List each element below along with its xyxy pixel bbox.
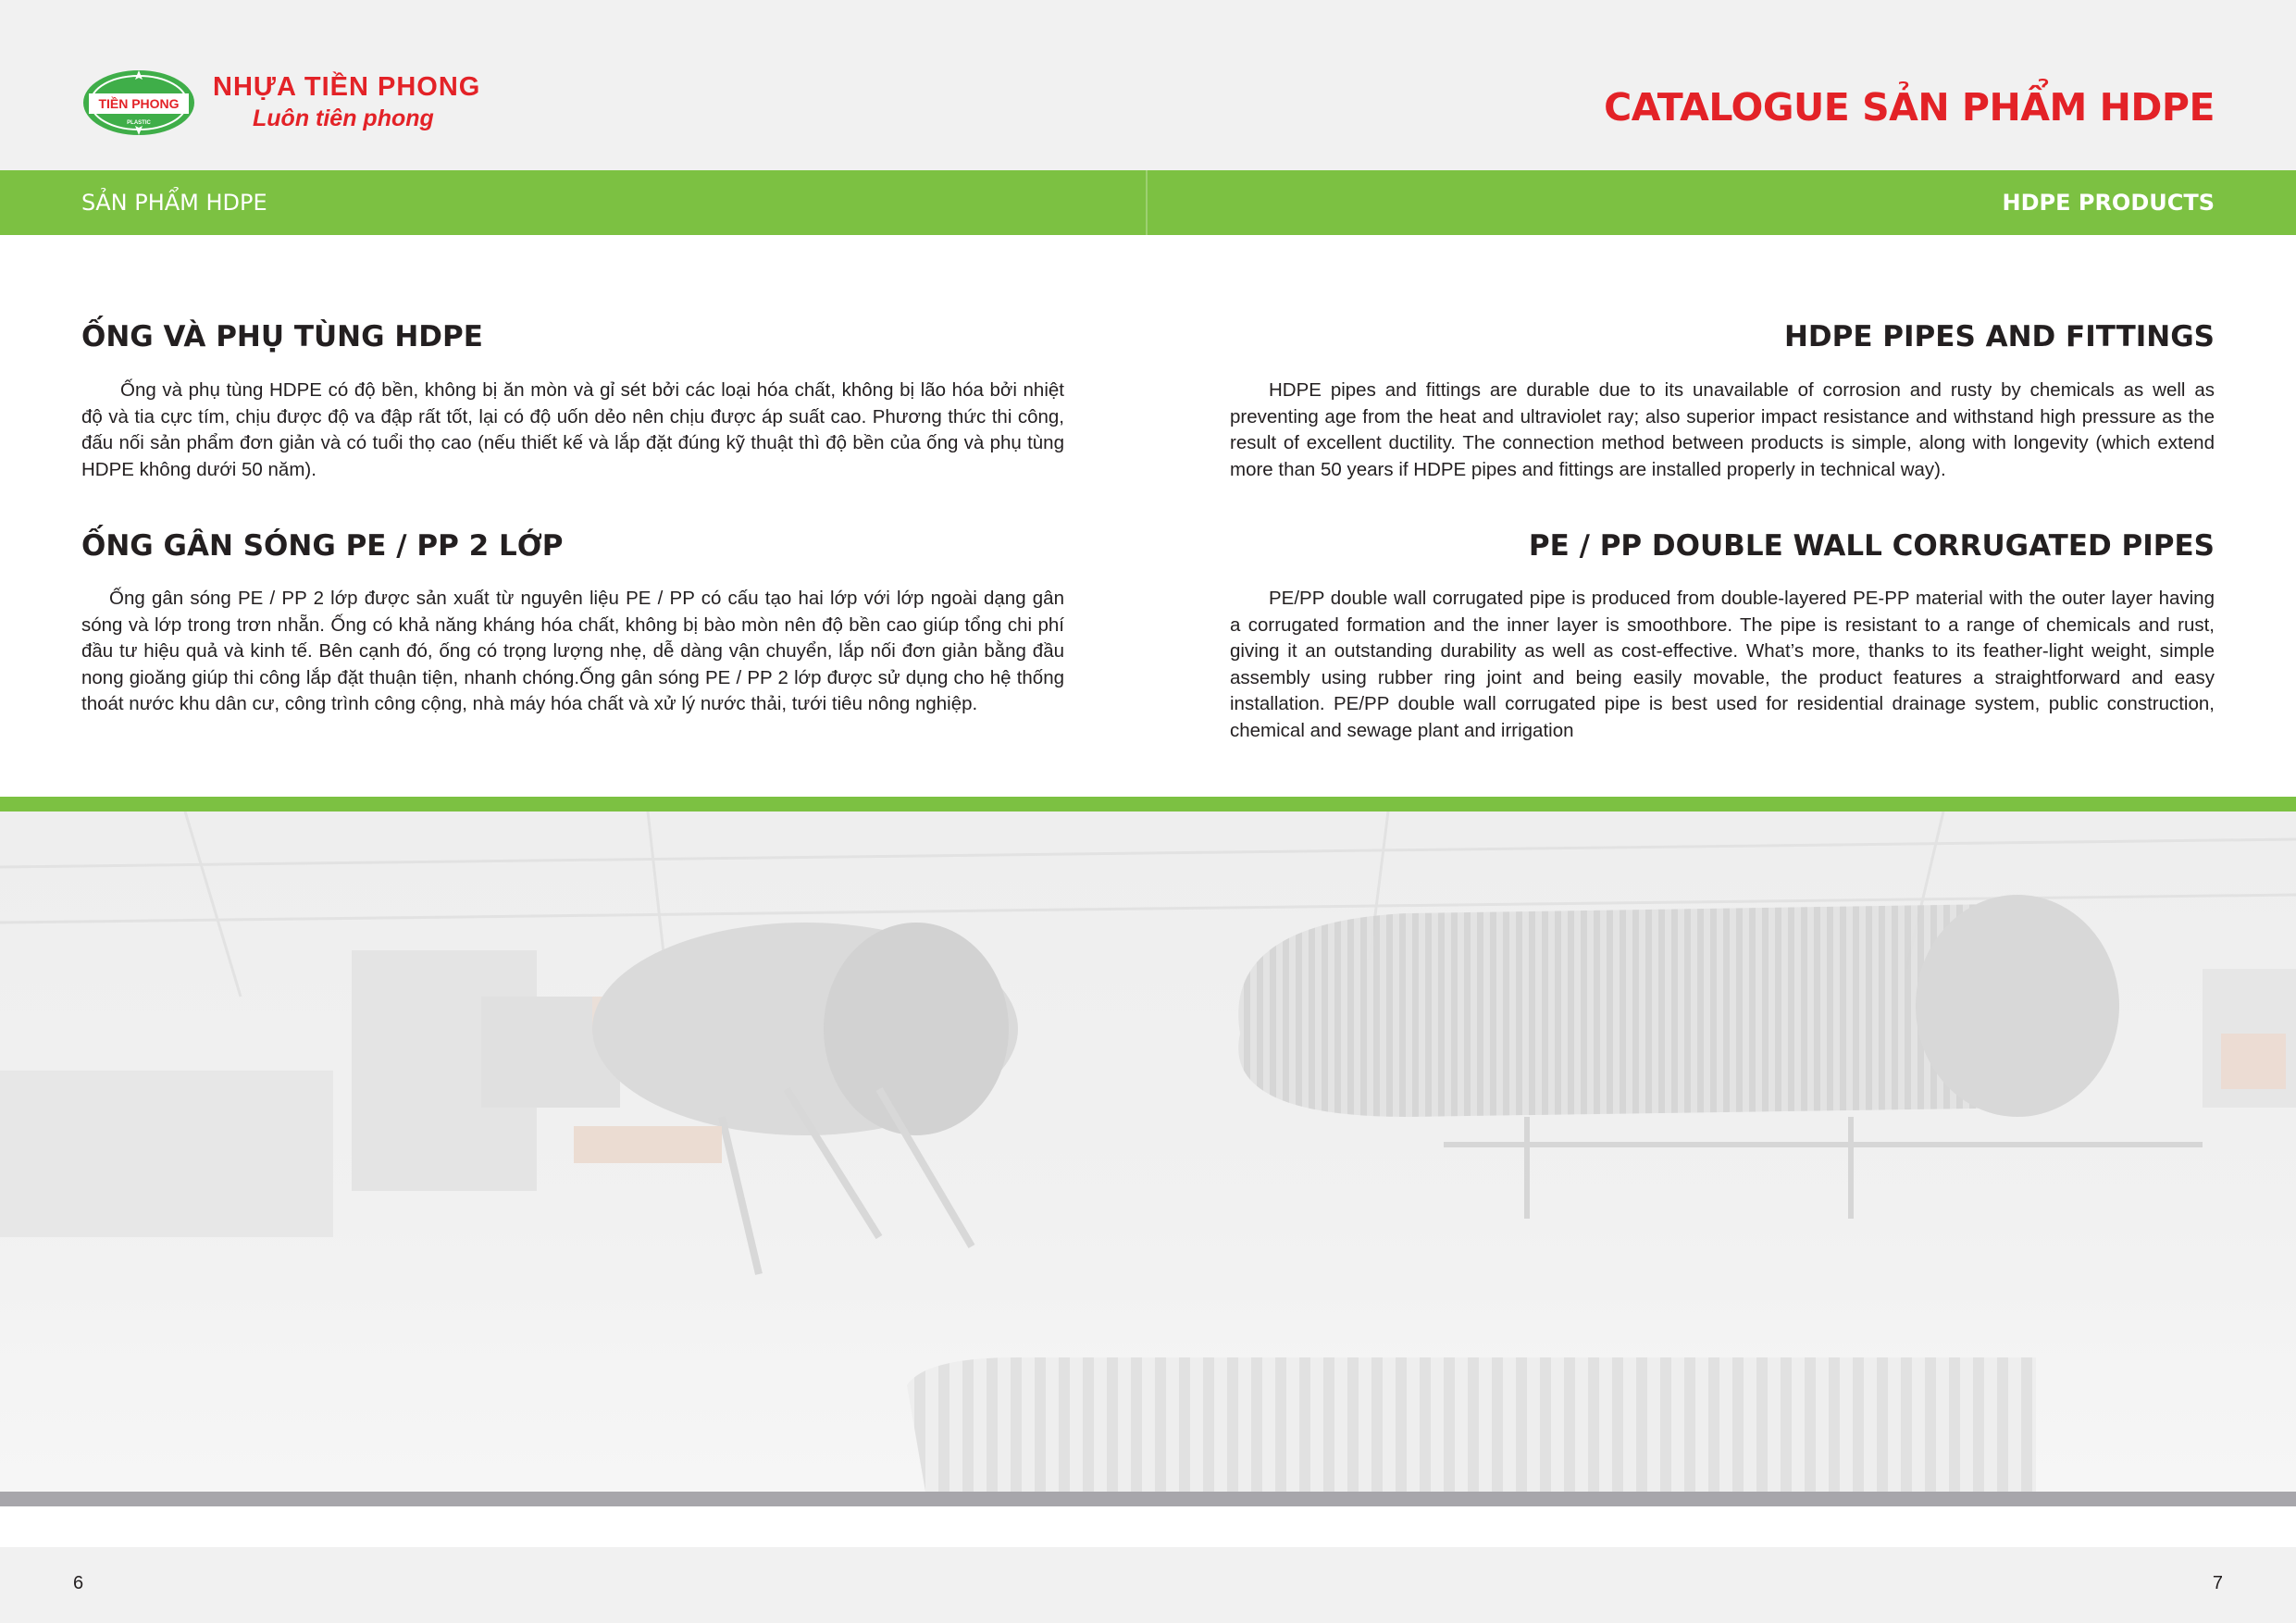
brand-name: NHỰA TIỀN PHONG: [213, 72, 481, 102]
photo-top-strip: [0, 797, 2296, 812]
brand-tagline: Luôn tiên phong: [253, 105, 434, 131]
svg-text:PLASTIC: PLASTIC: [127, 120, 151, 126]
left-section2-text: Ống gân sóng PE / PP 2 lớp được sản xuất từ nguyên liệu PE / PP có cấu tạo hai lớp với lớp ngoài dạng gân sóng và lớp trong trơn nhẵn. Ống có khả năng kháng hóa chất, không bị bào mòn nên độ bền cao giúp tổng chi phí đầu tư hiệu quả và kinh tế. Bên cạnh đó, ống có trọng lượng nhẹ, dễ dàng vận chuyển, lắp nối đơn giản bằng đầu nong gioăng giúp thi công lắp đặt thuận tiện, nhanh chóng.Ống gân sóng PE / PP 2 lớp được sử dụng cho hệ thống thoát nước khu dân cư, công trình công cộng, nhà máy hóa chất và xử lý nước thải, tưới tiêu nông nghiệp.: [81, 588, 1064, 715]
left-section1-text: Ống và phụ tùng HDPE có độ bền, không bị ăn mòn và gỉ sét bởi các loại hóa chất, không bị lão hóa bởi nhiệt độ và tia cực tím, chịu được độ va đập rất tốt, lại có độ uốn dẻo nên chịu được áp suất cao. Phương thức thi công, đấu nối sản phẩm đơn giản và có tuổi thọ cao (nếu thiết kế và lắp đặt đúng kỹ thuật thì độ bền của ống và phụ tùng HDPE không dưới 50 năm).: [81, 379, 1064, 480]
tien-phong-logo: [81, 68, 196, 137]
page-number-right: 7: [2212, 1573, 2223, 1593]
svg-text:TIỀN PHONG: TIỀN PHONG: [98, 96, 180, 111]
page-number-left: 6: [73, 1573, 84, 1593]
factory-pipe-illustration: [0, 812, 2296, 1492]
right-section2-title: PE / PP DOUBLE WALL CORRUGATED PIPES: [1528, 529, 2215, 563]
section-bar: [0, 170, 2296, 235]
factory-pipe-photo: [0, 812, 2296, 1492]
section-bar-divider: [1146, 170, 1148, 235]
photo-bottom-strip: [0, 1492, 2296, 1506]
left-section1-title: ỐNG VÀ PHỤ TÙNG HDPE: [81, 320, 483, 353]
right-section2-text: PE/PP double wall corrugated pipe is produced from double-layered PE-PP material with the outer layer having a corrugated formation and the inner layer is smoothbore. The pipe is resistant to a range of chemicals and rust, giving it an outstanding durability as well as cost-effective. What’s more, thanks to its feather-light weight, simple assembly using rubber ring joint and being easily movable, the product features a straightforward and easy installation. PE/PP double wall corrugated pipe is best used for residential drainage system, public construction, chemical and sewage plant and irrigation: [1230, 588, 2215, 741]
catalogue-title: CATALOGUE SẢN PHẨM HDPE: [1604, 85, 2215, 130]
footer: [0, 1547, 2296, 1623]
section-bar-left-label: SẢN PHẨM HDPE: [81, 190, 267, 216]
right-section1-title: HDPE PIPES AND FITTINGS: [1783, 320, 2215, 353]
section-bar-right-label: HDPE PRODUCTS: [2002, 190, 2215, 216]
right-section1-text: HDPE pipes and fittings are durable due to its unavailable of corrosion and rusty by chemicals as well as preventing age from the heat and ultraviolet ray; also superior impact resistance and withstand high pressure as the result of excellent ductility. The connection method between products is simple, along with longevity (which extend more than 50 years if HDPE pipes and fittings are installed properly in technical way).: [1230, 379, 2215, 480]
left-section2-title: ỐNG GÂN SÓNG PE / PP 2 LỚP: [81, 529, 564, 563]
